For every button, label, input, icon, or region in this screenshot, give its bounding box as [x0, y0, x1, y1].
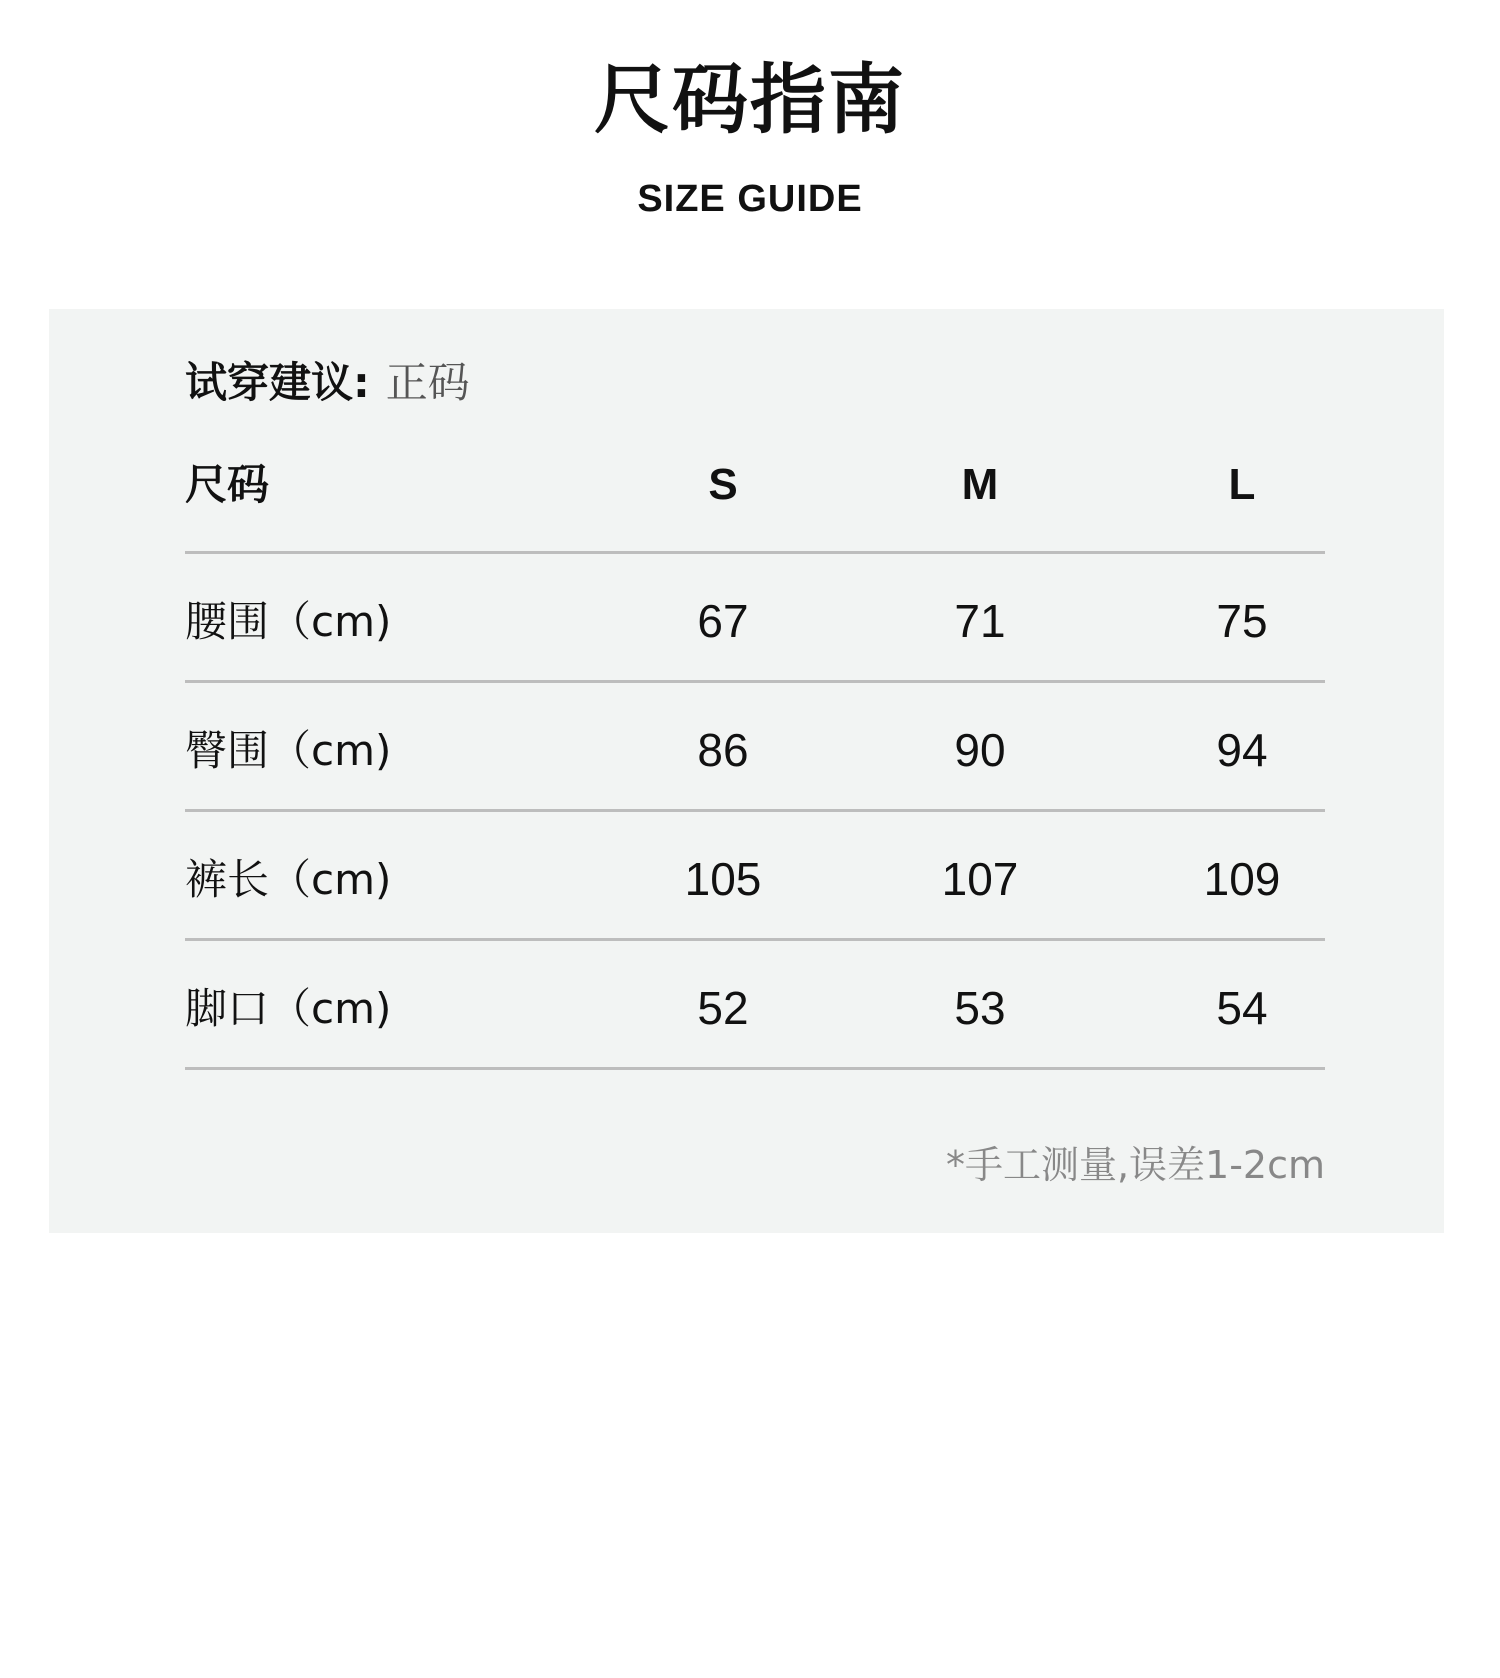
- cell-value-s: 86: [697, 724, 749, 776]
- row-label: 腰围（cm): [185, 597, 392, 646]
- header-size-s: S: [708, 460, 738, 509]
- cell-value-l: 109: [1203, 853, 1281, 905]
- measurement-note: *手工测量,误差1-2cm: [945, 1143, 1325, 1187]
- cell-value-s: 67: [697, 595, 749, 647]
- cell-value-l: 75: [1216, 595, 1268, 647]
- cell-value-m: 71: [954, 595, 1006, 647]
- fit-advice-value: 正码: [385, 358, 470, 407]
- cell-value-s: 52: [697, 982, 749, 1034]
- row-label: 脚口（cm): [185, 984, 392, 1033]
- fit-advice-label: 试穿建议:: [185, 358, 370, 407]
- cell-value-l: 54: [1216, 982, 1268, 1034]
- table-row: [185, 683, 1325, 812]
- table-row: [185, 554, 1325, 683]
- table-row: [185, 812, 1325, 941]
- page-title: 尺码指南: [594, 55, 906, 144]
- cell-value-s: 105: [684, 853, 762, 905]
- cell-value-l: 94: [1216, 724, 1268, 776]
- header-size-m: M: [961, 460, 999, 509]
- cell-value-m: 53: [954, 982, 1006, 1034]
- fit-advice: [185, 355, 470, 411]
- cell-value-m: 107: [941, 853, 1019, 905]
- cell-value-m: 90: [954, 724, 1006, 776]
- header-size-l: L: [1228, 460, 1256, 509]
- table-row: [185, 941, 1325, 1070]
- page-subtitle: SIZE GUIDE: [637, 178, 863, 220]
- row-label: 臀围（cm): [185, 726, 392, 775]
- row-label: 裤长（cm): [185, 855, 392, 904]
- table-header-row: [185, 440, 1325, 554]
- header-label: 尺码: [185, 460, 270, 509]
- size-table: [185, 440, 1325, 1070]
